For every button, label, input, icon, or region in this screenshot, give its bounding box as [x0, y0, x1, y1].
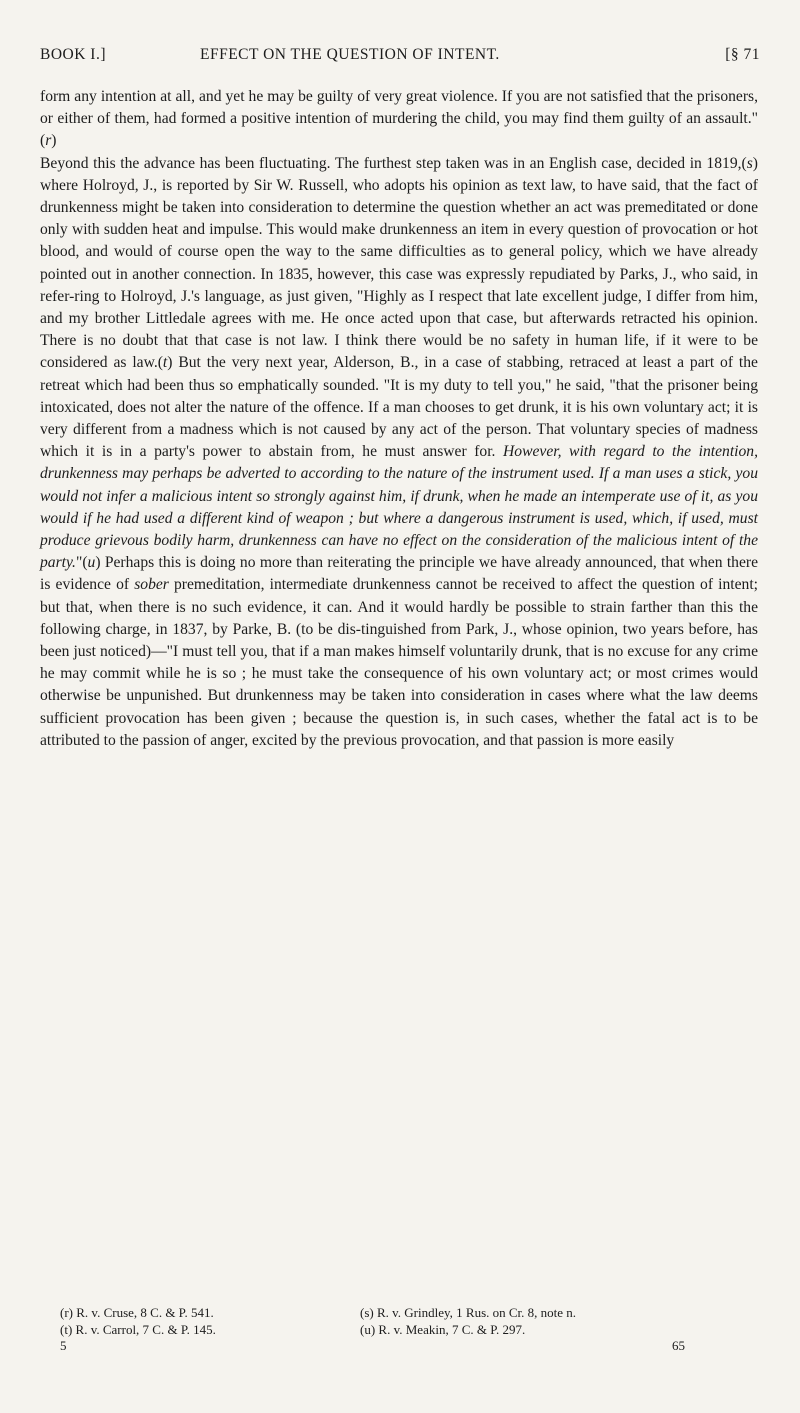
text-run: ) Perhaps this is doing no more than reiterating the principle we have already announced, that when there is evidence of [40, 554, 758, 594]
body-text [40, 86, 758, 752]
header-title: EFFECT ON THE QUESTION OF INTENT. [200, 46, 500, 63]
italic-run: r [45, 132, 52, 150]
italic-run: u [87, 554, 96, 572]
footnotes [60, 1304, 750, 1338]
footnote: (t) R. v. Carrol, 7 C. & P. 145. [60, 1322, 216, 1337]
text-run: Beyond this the advance has been fluctuating. The furthest step taken was in an English case, decided in 1819,( [40, 154, 747, 172]
footnote-row [60, 1304, 750, 1321]
running-header [40, 46, 760, 72]
text-run: ) But the very next year, Alderson, B., in a case of stabbing, retraced at least a part of the retreat which had been thus so emphatically sounded. "It is my duty to tell you," he said, "that the prisoner being intoxicated, does not alter the nature of the offence. If a man chooses to get drunk, it is his own voluntary act; it is very different from a madness which is not caused by any act of the person. That voluntary species of madness which it is in a party's power to abstain from, he must answer for. [40, 354, 758, 461]
paragraph [40, 86, 758, 153]
footnote: (r) R. v. Cruse, 8 C. & P. 541. [60, 1305, 214, 1320]
italic-run: t [162, 354, 168, 372]
text-run: "( [75, 554, 88, 572]
footnote: (s) R. v. Grindley, 1 Rus. on Cr. 8, note n. [360, 1305, 577, 1320]
text-run: premeditation, intermediate drunkenness cannot be received to affect the question of intent; but that, when there is no such evidence, it can. And it would hardly be possible to strain farther than this the following charge, in 1837, by Parke, B. (to be dis-tinguished from Park, J., whose opinion, two years before, has been just noticed)—"I must tell you, that if a man makes himself voluntarily drunk, that is no excuse for any crime he may commit while he is so ; he must take the consequence of his own voluntary act; or most crimes would otherwise be unpunished. But drunkenness may be taken into consideration in cases where what the law deems sufficient provocation has been given ; because the question is, in such cases, whether the fatal act is to be attributed to the passion of anger, excited by the previous provocation, and that passion is more easily [40, 576, 758, 749]
italic-run: sober [134, 576, 169, 594]
text-run: ) [51, 132, 57, 150]
footnote: (u) R. v. Meakin, 7 C. & P. 297. [360, 1322, 526, 1337]
footnote-row [60, 1321, 750, 1338]
text-run: form any intention at all, and yet he may be guilty of very great violence. If you are not satisfied that the prisoners, or either of them, had formed a positive intention of murdering the child, you may find them guilty of an assault."( [40, 88, 758, 150]
italic-run: s [746, 154, 753, 172]
paragraph [40, 153, 758, 752]
signature-mark: 5 [60, 1338, 67, 1353]
page-number: 65 [672, 1338, 685, 1353]
text-run: ) where Holroyd, J., is reported by Sir W. Russell, who adopts his opinion as text law, to have said, that the fact of drunkenness might be taken into consideration to determine the question whether an act was premeditated or done only with sudden heat and impulse. This would make drunkenness an item in every question of provocation or hot blood, and would of course open the way to the same difficulties as to general policy, which we have already pointed out in another connection. In 1835, however, this case was expressly repudiated by Parks, J., who said, in refer-ring to Holroyd, J.'s language, as just given, "Highly as I respect that late excellent judge, I differ from him, and my brother Littledale agrees with me. He once acted upon that case, but afterwards retracted his opinion. There is no doubt that that case is not law. I think there would be no safety in human life, if it were to be considered as law.( [40, 154, 758, 372]
header-section: [§ 71 [725, 46, 760, 63]
header-book: BOOK I.] [40, 46, 106, 63]
italic-run: However, with regard to the intention, drunkenness may perhaps be adverted to according to the nature of the instrument used. If a man uses a stick, you would not infer a malicious intent so strongly against him, if drunk, when he made an intemperate use of it, as you would if he had used a different kind of weapon ; but where a dangerous instrument is used, which, if used, must produce grievous bodily harm, drunkenness can have no effect on the consideration of the malicious intent of the party. [40, 443, 758, 572]
